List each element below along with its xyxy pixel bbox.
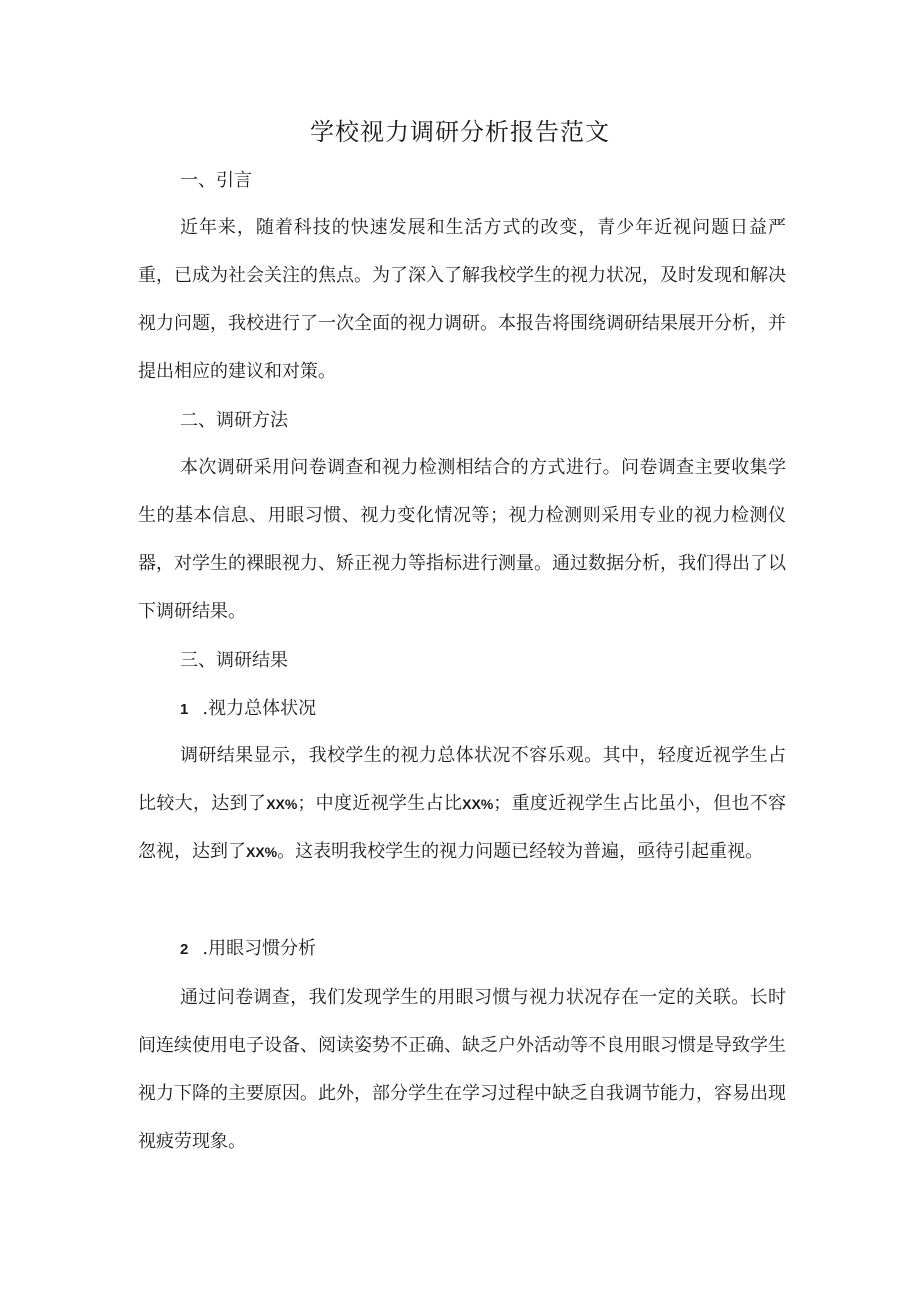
paragraph-introduction: 近年来，随着科技的快速发展和生活方式的改变，青少年近视问题日益严重，已成为社会关注的焦点。为了深入了解我校学生的视力状况，及时发现和解决视力问题，我校进行了一次全面的视力调研。本报告将围绕调研结果展开分析，并提出相应的建议和对策。	[138, 217, 786, 382]
subheading-eye-habits	[180, 934, 316, 965]
document-title: 学校视力调研分析报告范文	[310, 118, 610, 146]
subheading-number: 2	[180, 941, 189, 958]
severe-myopia-percent: XX%	[246, 844, 278, 860]
paragraph-text: 调研结果显示，我校学生的视力总体状况不容乐观。其中，轻度近视学生占比较大，达到了	[138, 745, 786, 814]
paragraph-text: ；重度近视学生占比虽小，但也不容忽视，达到了	[138, 793, 787, 862]
paragraph-text: 。这表明我校学生的视力问题已经较为普遍，亟待引起重视。	[277, 841, 764, 862]
paragraph-eye-habits: 通过问卷调查，我们发现学生的用眼习惯与视力状况存在一定的关联。长时间连续使用电子设备、阅读姿势不正确、缺乏户外活动等不良用眼习惯是导致学生视力下降的主要原因。此外，部分学生在学习过程中缺乏自我调节能力，容易出现视疲劳现象。	[138, 987, 786, 1152]
mild-myopia-percent: XX%	[266, 796, 298, 812]
subheading-text: .用眼习惯分析	[202, 938, 317, 959]
moderate-myopia-percent: XX%	[462, 796, 494, 812]
heading-method: 二、调研方法	[180, 410, 288, 431]
subheading-text: .视力总体状况	[202, 698, 317, 719]
heading-introduction: 一、引言	[180, 170, 252, 191]
heading-results: 三、调研结果	[180, 650, 288, 671]
paragraph-method: 本次调研采用问卷调查和视力检测相结合的方式进行。问卷调查主要收集学生的基本信息、用眼习惯、视力变化情况等；视力检测则采用专业的视力检测仪器，对学生的裸眼视力、矫正视力等指标进行测量。通过数据分析，我们得出了以下调研结果。	[138, 457, 786, 622]
subheading-overall-vision	[180, 694, 316, 725]
subheading-number: 1	[180, 701, 189, 718]
paragraph-overall-vision	[138, 732, 786, 876]
paragraph-text: ；中度近视学生占比	[297, 793, 463, 814]
